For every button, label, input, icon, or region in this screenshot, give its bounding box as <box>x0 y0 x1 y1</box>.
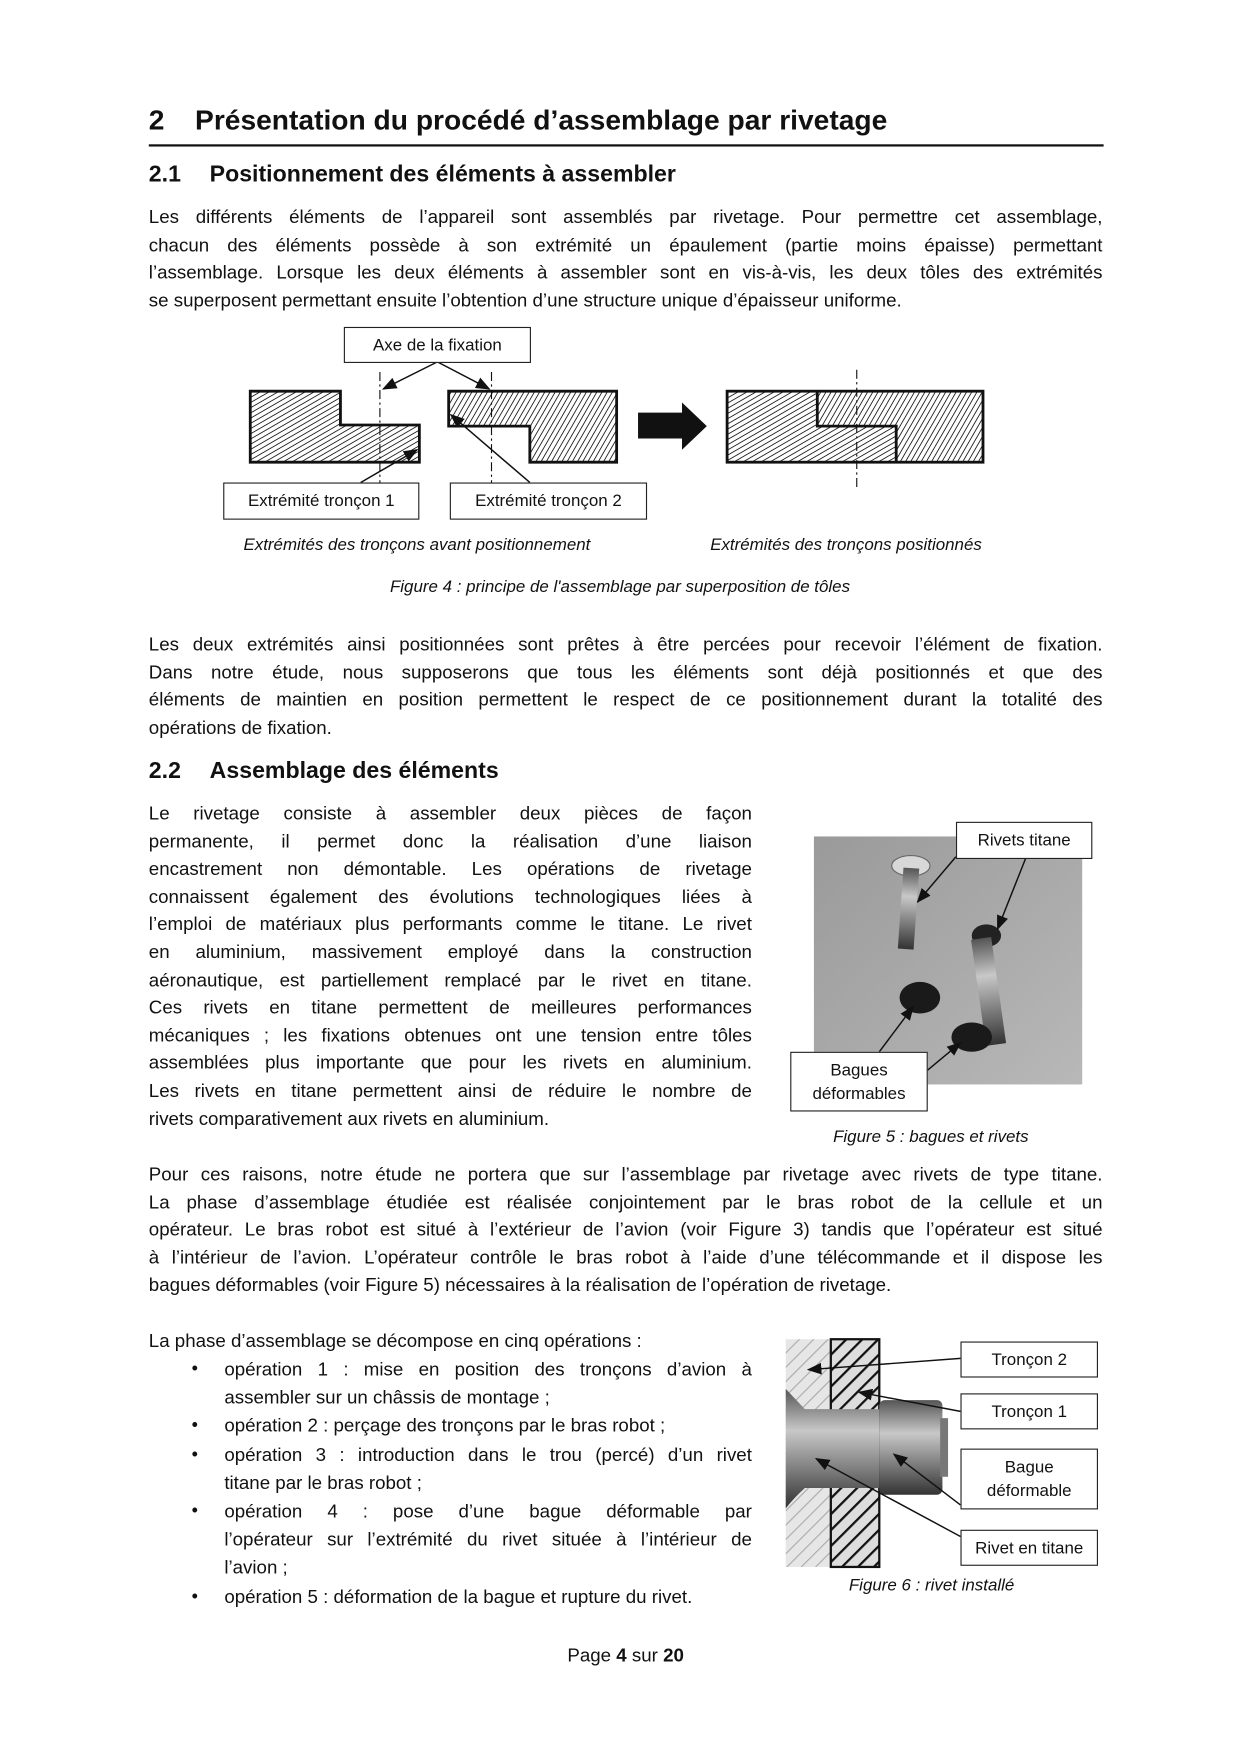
text-line: Les rivets en titane permettent ainsi de réduire le nombre de <box>148 1079 752 1102</box>
list-item-line: opération 1 : mise en position des tronçons d’avion à <box>224 1358 752 1380</box>
subcaption-before: Extrémités des tronçons avant positionnement <box>243 535 591 555</box>
label-section-2: Tronçon 2 <box>960 1341 1098 1377</box>
figure-5-photo <box>814 836 1082 1084</box>
piece-end-2 <box>449 391 617 462</box>
text-line: chacun des éléments possède à son extrémité un épaulement (partie moins épaisse) permettant <box>148 234 1103 256</box>
list-item-line: titane par le bras robot ; <box>224 1472 422 1494</box>
list-item-line: assembler sur un châssis de montage ; <box>224 1386 550 1409</box>
text-line: en aluminium, massivement employé dans la construction <box>148 941 752 963</box>
text-line: Pour ces raisons, notre étude ne portera que sur l’assemblage par rivetage avec rivets de type titane. <box>148 1163 1103 1185</box>
paragraph <box>149 1161 1103 1300</box>
figure-6-caption: Figure 6 : rivet installé <box>848 1575 1015 1596</box>
subsection-title: Assemblage des éléments <box>209 757 499 784</box>
current-page: 4 <box>616 1644 627 1667</box>
subsection-number: 2.1 <box>148 161 181 188</box>
section-title: Présentation du procédé d’assemblage par rivetage <box>195 104 888 137</box>
footer-prefix: Page <box>567 1644 612 1667</box>
label-deformable-rings: Bagues déformables <box>790 1052 928 1112</box>
label-fixation-axis: Axe de la fixation <box>344 327 531 363</box>
figure-6-diagram <box>786 1339 961 1567</box>
bullet-icon: • <box>191 1416 198 1436</box>
section-number: 2 <box>148 104 165 137</box>
subsection-title: Positionnement des éléments à assembler <box>209 161 676 188</box>
pieces-assembled <box>727 370 983 489</box>
list-item-line: l’opérateur sur l’extrémité du rivet située à l’intérieur de <box>224 1528 752 1551</box>
text-line: assemblées plus importante que pour les rivets en aluminium. <box>148 1052 752 1074</box>
subsection-heading-2-2 <box>149 758 499 785</box>
operations-intro: La phase d’assemblage se décompose en cinq opérations : <box>148 1330 642 1352</box>
text-line: éléments de maintien en position permettent le respect de ce positionnement durant la totalité des <box>148 688 1103 711</box>
label-section-1: Tronçon 1 <box>960 1393 1098 1429</box>
text-line: permanente, il permet donc la réalisation d’une liaison <box>148 830 752 852</box>
figure-4-caption: Figure 4 : principe de l'assemblage par superposition de tôles <box>389 577 851 597</box>
text-line: encastrement non démontable. Les opérations de rivetage <box>148 858 752 880</box>
text-line: à l’intérieur de l’avion. L’opérateur contrôle le bras robot à l’aide d’une télécommande et il dispose les <box>148 1246 1103 1268</box>
text-line: La phase d’assemblage étudiée est réalisée conjointement par le bras robot de la cellule et un <box>148 1191 1103 1213</box>
page-footer <box>0 1645 1240 1668</box>
figure-5-caption: Figure 5 : bagues et rivets <box>833 1127 1029 1147</box>
text-line: Le rivetage consiste à assembler deux pièces de façon <box>148 802 752 825</box>
label-titanium-rivets: Rivets titane <box>956 822 1092 859</box>
text-line: Les deux extrémités ainsi positionnées sont prêtes à être percées pour recevoir l’élément de fixation. <box>148 633 1103 655</box>
text-line: connaissent également des évolutions technologiques liées à <box>148 885 752 908</box>
total-pages: 20 <box>663 1644 684 1667</box>
bullet-icon: • <box>191 1586 198 1606</box>
label-deformable-ring: Bague déformable <box>960 1449 1098 1510</box>
text-line: l’assemblage. Lorsque les deux éléments à assembler sont en vis-à-vis, les deux tôles des extrémités <box>148 261 1103 284</box>
bullet-icon: • <box>191 1501 198 1521</box>
text-line: Les différents éléments de l’appareil sont assemblés par rivetage. Pour permettre cet assemblage, <box>148 206 1103 228</box>
text-line: Ces rivets en titane permettent de meilleures performances <box>148 996 752 1019</box>
list-item-line: opération 4 : pose d’une bague déformable par <box>224 1500 752 1522</box>
paragraph <box>149 800 752 1133</box>
text-line: aéronautique, est partiellement remplacé par le rivet en titane. <box>148 968 752 991</box>
paragraph <box>149 631 1103 742</box>
text-line: mécaniques ; les fixations obtenues ont une tension entre tôles <box>148 1024 752 1046</box>
footer-middle: sur <box>631 1644 658 1667</box>
list-item-line: opération 3 : introduction dans le trou (percé) d’un rivet <box>224 1443 752 1466</box>
text-line: Dans notre étude, nous supposerons que tous les éléments sont déjà positionnés et que des <box>148 661 1103 683</box>
list-item-line: opération 5 : déformation de la bague et rupture du rivet. <box>224 1585 693 1608</box>
list-item-line: l’avion ; <box>224 1557 288 1579</box>
text-line: opérateur. Le bras robot est situé à l’extérieur de l’avion (voir Figure 3) tandis que l’opérateur est situé <box>148 1218 1103 1241</box>
text-line: rivets comparativement aux rivets en aluminium. <box>148 1107 550 1130</box>
text-line: opérations de fixation. <box>148 716 332 739</box>
arrow-right-icon <box>638 402 707 449</box>
text-line: bagues déformables (voir Figure 5) nécessaires à la réalisation de l’opération de rivetage. <box>148 1274 892 1296</box>
text-line: se superposent permettant ensuite l’obtention d’une structure unique d’épaisseur uniforme. <box>148 289 902 311</box>
text-line: l’emploi de matériaux plus performants comme le titane. Le rivet <box>148 913 752 935</box>
label-end-section-1: Extrémité tronçon 1 <box>223 482 419 519</box>
subsection-number: 2.2 <box>148 757 181 784</box>
bullet-icon: • <box>191 1444 198 1464</box>
bullet-icon: • <box>191 1359 198 1379</box>
subcaption-after: Extrémités des tronçons positionnés <box>710 535 982 555</box>
list-item-line: opération 2 : perçage des tronçons par le bras robot ; <box>224 1415 666 1437</box>
piece-end-1 <box>250 391 419 462</box>
label-end-section-2: Extrémité tronçon 2 <box>450 482 647 519</box>
label-titanium-rivet: Rivet en titane <box>960 1530 1098 1566</box>
